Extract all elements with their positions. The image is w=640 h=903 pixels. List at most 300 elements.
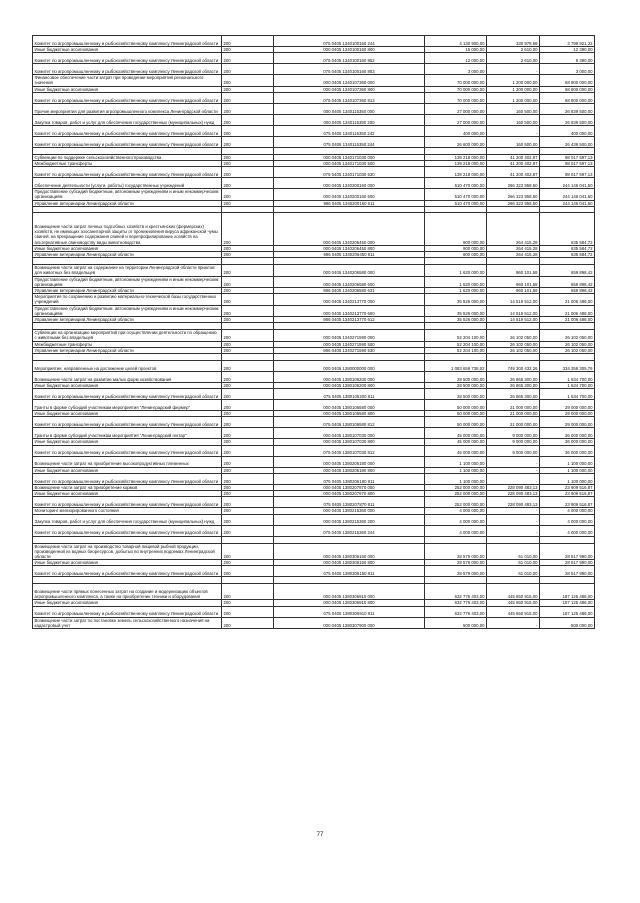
cell-rest: 98 017 597,13 <box>540 161 595 167</box>
table-row <box>33 417 595 428</box>
cell-kvsr: 200 <box>222 383 274 389</box>
cell-fact: - <box>487 125 540 136</box>
cell-rest: 12 390,00 <box>540 47 595 53</box>
cell-plan: 28 500 000,00 <box>425 389 487 400</box>
cell-code: 075 0405 1380306910 811 <box>274 606 425 617</box>
cell-name: Финансовое обеспечение части затрат при проведении мероприятий регионального значения <box>33 75 222 86</box>
cell-kvsr: 200 <box>222 103 274 114</box>
cell-fact: - <box>487 456 540 467</box>
cell-code: 000 0405 1380206180 000 <box>274 456 425 467</box>
cell-name: Субвенции на организацию мероприятий при осуществлении деятельности по обращению с животными без владельцев <box>33 330 222 341</box>
budget-table-sheet <box>32 35 594 629</box>
cell-name: Комитет по агропромышленному и рыбохозяйственному комплексу Ленинградской области <box>33 125 222 136</box>
cell-rest: 334 359 305,76 <box>540 361 595 372</box>
cell-code: 000 0405 1380206180 800 <box>274 467 425 473</box>
cell-code: 000 0405 1340206580 000 <box>274 265 425 276</box>
cell-code: 000 0405 1340206450 000 <box>274 212 425 245</box>
cell-rest: 21 006 488,00 <box>540 294 595 305</box>
cell-name: Межбюджетные трансферты <box>33 161 222 167</box>
cell-code: 986 0405 1340206580 631 <box>274 288 425 294</box>
table-row <box>33 103 595 114</box>
cell-kvsr: 200 <box>222 212 274 245</box>
cell-code: 000 0405 1340171030 000 <box>274 154 425 160</box>
cell-kvsr: 200 <box>222 361 274 372</box>
cell-rest: 187 125 488,00 <box>540 606 595 617</box>
spacer-row <box>33 258 595 265</box>
cell-name: Комитет по агропромышленному и рыбохозяйственному комплексу Ленинградской области <box>33 445 222 456</box>
table-row <box>33 372 595 383</box>
cell-code: 000 0405 1340200160 000 <box>274 178 425 189</box>
cell-code: 000 0405 1380215360 200 <box>274 514 425 525</box>
cell-code: 000 0405 1380307900 000 <box>274 617 425 628</box>
cell-kvsr: 200 <box>222 136 274 147</box>
cell-fact: 749 300 432,26 <box>487 361 540 372</box>
cell-kvsr: 200 <box>222 317 274 323</box>
table-row <box>33 92 595 103</box>
cell-plan: 26 600 000,00 <box>425 136 487 147</box>
cell-name: Иные бюджетные ассигнования <box>33 439 222 445</box>
cell-rest: 68 800 000,00 <box>540 92 595 103</box>
cell-rest: 4 000 000,00 <box>540 525 595 536</box>
cell-code: 075 0405 1340115350 242 <box>274 125 425 136</box>
cell-plan: 12 000,00 <box>425 53 487 64</box>
cell-plan: 28 579 000,00 <box>425 560 487 566</box>
cell-kvsr: 200 <box>222 497 274 508</box>
cell-kvsr: 200 <box>222 411 274 417</box>
table-row <box>33 361 595 372</box>
cell-code: 000 0405 1340107360 000 <box>274 75 425 86</box>
table-row <box>33 265 595 276</box>
cell-kvsr: 200 <box>222 64 274 75</box>
cell-plan: 27 000 000,00 <box>425 103 487 114</box>
cell-fact: 21 000 000,00 <box>487 417 540 428</box>
cell-fact: 26 102 050,00 <box>487 341 540 347</box>
cell-name: Закупка товаров, работ и услуг для обеспечения государственных (муниципальных) нужд <box>33 114 222 125</box>
cell-kvsr: 200 <box>222 276 274 287</box>
cell-plan: 1 100 000,00 <box>425 456 487 467</box>
table-row <box>33 189 595 200</box>
cell-code: 000 0405 1340171030 500 <box>274 161 425 167</box>
cell-kvsr: 200 <box>222 514 274 525</box>
table-row <box>33 167 595 178</box>
cell-plan: 35 526 000,00 <box>425 305 487 316</box>
cell-rest: 26 102 050,00 <box>540 341 595 347</box>
cell-code: 000 0405 1340115350 200 <box>274 114 425 125</box>
cell-fact: 41 200 402,87 <box>487 161 540 167</box>
cell-rest: 4 000 000,00 <box>540 514 595 525</box>
cell-rest: 26 439 500,00 <box>540 136 595 147</box>
table-row <box>33 584 595 600</box>
cell-name: Управление ветеринарии Ленинградской области <box>33 288 222 294</box>
cell-code: 000 0405 1340115350 000 <box>274 103 425 114</box>
cell-plan: 50 000 000,00 <box>425 417 487 428</box>
cell-plan: 28 579 000,00 <box>425 543 487 560</box>
cell-plan: 510 470 000,00 <box>425 200 487 206</box>
cell-fact: - <box>487 64 540 75</box>
cell-kvsr: 200 <box>222 305 274 316</box>
cell-code: 000 0405 1380106580 000 <box>274 400 425 411</box>
cell-plan: 632 776 403,00 <box>425 606 487 617</box>
table-row <box>33 497 595 508</box>
cell-name: Возмещение части затрат на производство товарной пищевой рыбной продукции, произведенной из водных биоресурсов, добытых во внутренних водоемах Ленинградской области <box>33 543 222 560</box>
cell-fact: 26 102 050,00 <box>487 347 540 353</box>
cell-kvsr: 200 <box>222 508 274 514</box>
cell-kvsr: 200 <box>222 36 274 47</box>
cell-plan: 500 000,00 <box>425 617 487 628</box>
cell-rest: 244 146 041,50 <box>540 178 595 189</box>
cell-rest: 28 517 990,00 <box>540 566 595 577</box>
cell-code: 000 0405 1380306150 800 <box>274 560 425 566</box>
cell-code: 000 0405 1340206580 600 <box>274 276 425 287</box>
table-row <box>33 125 595 136</box>
cell-plan: 35 526 000,00 <box>425 294 487 305</box>
cell-name: Гранты в форме субсидий участникам мероприятия "Ленинградский фермер" <box>33 400 222 411</box>
cell-kvsr: 200 <box>222 389 274 400</box>
cell-fact: 266 323 958,50 <box>487 189 540 200</box>
cell-name: Иные бюджетные ассигнования <box>33 245 222 251</box>
cell-code: 000 0405 1380106580 800 <box>274 411 425 417</box>
cell-fact: 264 415,28 <box>487 212 540 245</box>
cell-plan: 510 470 000,00 <box>425 189 487 200</box>
cell-name: Закупка товаров, работ и услуг для обеспечения государственных (муниципальных) нужд <box>33 514 222 525</box>
cell-plan: 1 100 000,00 <box>425 467 487 473</box>
cell-plan: 632 776 403,00 <box>425 600 487 606</box>
cell-rest: 29 000 000,00 <box>540 411 595 417</box>
cell-kvsr: 200 <box>222 473 274 484</box>
cell-name: Иные бюджетные ассигнования <box>33 383 222 389</box>
cell-fact: 61 010,00 <box>487 543 540 560</box>
cell-code: 075 0405 1340100160 853 <box>274 64 425 75</box>
cell-name: Иные бюджетные ассигнования <box>33 47 222 53</box>
cell-kvsr: 200 <box>222 347 274 353</box>
cell-kvsr: 200 <box>222 341 274 347</box>
cell-rest: 1 100 000,00 <box>540 473 595 484</box>
cell-rest: 36 000 000,00 <box>540 445 595 456</box>
cell-fact: 160 500,00 <box>487 136 540 147</box>
cell-code: 075 0405 1380306150 811 <box>274 566 425 577</box>
cell-name: Возмещение части затрат на приобретение высокопродуктивных племенных <box>33 456 222 467</box>
cell-fact: 264 415,28 <box>487 245 540 251</box>
cell-fact: 41 200 402,87 <box>487 154 540 160</box>
cell-name: Предоставление субсидий бюджетным, автономным учреждениям и иным некоммерческим организациям <box>33 189 222 200</box>
cell-rest: 3 000,00 <box>540 64 595 75</box>
cell-code: 075 0405 1340171030 530 <box>274 167 425 178</box>
cell-plan: 252 000 000,00 <box>425 484 487 490</box>
cell-rest: 500 000,00 <box>540 617 595 628</box>
cell-name: Комитет по агропромышленному и рыбохозяйственному комплексу Ленинградской области <box>33 64 222 75</box>
cell-plan: 1 620 000,00 <box>425 265 487 276</box>
cell-name: Управление ветеринарии Ленинградской области <box>33 200 222 206</box>
cell-plan: 45 000 000,00 <box>425 445 487 456</box>
cell-fact: - <box>487 514 540 525</box>
table-row <box>33 389 595 400</box>
cell-code: 000 0405 1340213770 000 <box>274 294 425 305</box>
cell-kvsr: 200 <box>222 600 274 606</box>
cell-rest: 23 909 516,87 <box>540 491 595 497</box>
cell-plan: 139 218 000,00 <box>425 154 487 160</box>
cell-fact: - <box>487 508 540 514</box>
cell-plan: 900 000,00 <box>425 252 487 258</box>
cell-fact: 21 000 000,00 <box>487 411 540 417</box>
cell-kvsr: 200 <box>222 245 274 251</box>
cell-name: Комитет по агропромышленному и рыбохозяйственному комплексу Ленинградской области <box>33 525 222 536</box>
cell-plan: 70 000 000,00 <box>425 86 487 92</box>
cell-plan: 45 000 000,00 <box>425 439 487 445</box>
cell-plan: 70 000 000,00 <box>425 92 487 103</box>
cell-kvsr: 200 <box>222 617 274 628</box>
spacer-row <box>33 323 595 330</box>
cell-fact: 330 978,68 <box>487 36 540 47</box>
cell-fact: 21 000 000,00 <box>487 400 540 411</box>
cell-name: Комитет по агропромышленному и рыбохозяйственному комплексу Ленинградской области <box>33 136 222 147</box>
cell-fact: 61 010,00 <box>487 566 540 577</box>
cell-rest: 1 634 700,00 <box>540 383 595 389</box>
cell-plan: 28 500 000,00 <box>425 372 487 383</box>
cell-fact: 1 200 000,00 <box>487 92 540 103</box>
table-row <box>33 456 595 467</box>
table-row <box>33 212 595 245</box>
cell-fact: 264 415,28 <box>487 252 540 258</box>
cell-name: Комитет по агропромышленному и рыбохозяйственному комплексу Ленинградской области <box>33 36 222 47</box>
cell-kvsr: 200 <box>222 161 274 167</box>
table-row <box>33 330 595 341</box>
cell-kvsr: 200 <box>222 606 274 617</box>
cell-rest: 659 898,42 <box>540 288 595 294</box>
table-row <box>33 294 595 305</box>
cell-name: Комитет по агропромышленному и рыбохозяйственному комплексу Ленинградской области <box>33 389 222 400</box>
cell-rest: 28 517 990,00 <box>540 543 595 560</box>
cell-fact: 266 323 958,50 <box>487 178 540 189</box>
cell-rest: 28 517 990,00 <box>540 560 595 566</box>
cell-fact: 2 610,00 <box>487 53 540 64</box>
cell-fact: 445 650 915,00 <box>487 584 540 600</box>
cell-name: Комитет по агропромышленному и рыбохозяйственному комплексу Ленинградской области <box>33 417 222 428</box>
table-row <box>33 276 595 287</box>
cell-kvsr: 200 <box>222 560 274 566</box>
cell-rest: 1 100 000,00 <box>540 456 595 467</box>
cell-plan: 900 000,00 <box>425 245 487 251</box>
cell-name: Управление ветеринарии Ленинградской области <box>33 317 222 323</box>
cell-plan: 27 000 000,00 <box>425 114 487 125</box>
cell-kvsr: 200 <box>222 47 274 53</box>
cell-kvsr: 200 <box>222 543 274 560</box>
cell-rest: 26 839 500,00 <box>540 103 595 114</box>
cell-name: Комитет по агропромышленному и рыбохозяйственному комплексу Ленинградской области <box>33 606 222 617</box>
cell-code: 000 0405 1340100160 800 <box>274 47 425 53</box>
cell-code: 000 0405 1340271590 500 <box>274 341 425 347</box>
cell-kvsr: 200 <box>222 92 274 103</box>
cell-code: 000 0405 1380215360 000 <box>274 508 425 514</box>
cell-name: Возмещение части прямых понесенных затрат на создание и модернизацию объектов агропромышленного комплекса, а также на приобретение техники и оборудования <box>33 584 222 600</box>
cell-name: Иные бюджетные ассигнования <box>33 467 222 473</box>
cell-kvsr: 200 <box>222 154 274 160</box>
table-row <box>33 75 595 86</box>
cell-plan: 1 620 000,00 <box>425 276 487 287</box>
cell-code: 075 0405 1380207870 811 <box>274 497 425 508</box>
cell-rest: 635 584,72 <box>540 245 595 251</box>
cell-plan: 52 204 100,00 <box>425 330 487 341</box>
cell-kvsr: 200 <box>222 400 274 411</box>
cell-plan: 4 000 000,00 <box>425 525 487 536</box>
cell-name: Комитет по агропромышленному и рыбохозяйственному комплексу Ленинградской области <box>33 497 222 508</box>
cell-plan: 52 204 100,00 <box>425 341 487 347</box>
cell-name: Возмещение части затрат по постановке земель сельскохозяйственного назначения на кадастровый учет <box>33 617 222 628</box>
cell-code: 986 0405 1340213770 612 <box>274 317 425 323</box>
cell-kvsr: 200 <box>222 372 274 383</box>
cell-kvsr: 200 <box>222 189 274 200</box>
cell-plan: 900 000,00 <box>425 212 487 245</box>
cell-fact: 445 650 915,00 <box>487 606 540 617</box>
cell-kvsr: 200 <box>222 114 274 125</box>
table-row <box>33 64 595 75</box>
budget-table <box>32 35 595 629</box>
cell-kvsr: 200 <box>222 445 274 456</box>
cell-fact: 960 101,58 <box>487 288 540 294</box>
cell-rest: 3 799 921,32 <box>540 36 595 47</box>
cell-fact: 41 200 402,87 <box>487 167 540 178</box>
cell-plan: 50 000 000,00 <box>425 411 487 417</box>
table-row <box>33 305 595 316</box>
cell-name: Возмещение части затрат на развитие малых форм хозяйствования <box>33 372 222 383</box>
cell-fact: 26 865 300,00 <box>487 389 540 400</box>
cell-plan: 15 000,00 <box>425 47 487 53</box>
cell-kvsr: 200 <box>222 417 274 428</box>
cell-fact: 1 200 000,00 <box>487 75 540 86</box>
cell-kvsr: 200 <box>222 86 274 92</box>
cell-kvsr: 200 <box>222 200 274 206</box>
cell-rest: 1 634 700,00 <box>540 372 595 383</box>
cell-fact: 1 200 000,00 <box>487 86 540 92</box>
cell-fact: 61 010,00 <box>487 560 540 566</box>
cell-kvsr: 200 <box>222 294 274 305</box>
table-row <box>33 36 595 47</box>
cell-rest: 187 125 488,00 <box>540 584 595 600</box>
cell-rest: 26 102 050,00 <box>540 347 595 353</box>
cell-fact: 445 650 915,00 <box>487 600 540 606</box>
cell-code: 075 0405 1340107360 813 <box>274 92 425 103</box>
cell-plan: 1 620 000,00 <box>425 288 487 294</box>
cell-code: 075 0405 1380215360 244 <box>274 525 425 536</box>
cell-code: 000 0405 1380106200 800 <box>274 383 425 389</box>
cell-plan: 400 000,00 <box>425 125 487 136</box>
cell-name: Предоставление субсидий бюджетным, автономным учреждениям и иным некоммерческим организациям <box>33 305 222 316</box>
cell-rest: 635 584,72 <box>540 212 595 245</box>
cell-rest: 21 006 488,00 <box>540 317 595 323</box>
cell-plan: 4 000 000,00 <box>425 508 487 514</box>
cell-plan: 4 130 900,00 <box>425 36 487 47</box>
spacer-row <box>33 147 595 154</box>
spacer-row <box>33 536 595 543</box>
cell-code: 000 0405 1340200160 600 <box>274 189 425 200</box>
cell-name: Предоставление субсидий бюджетным, автономным учреждениям и иным некоммерческим организациям <box>33 276 222 287</box>
cell-name: Комитет по агропромышленному и рыбохозяйственному комплексу Ленинградской области <box>33 92 222 103</box>
cell-plan: 28 500 000,00 <box>425 383 487 389</box>
cell-fact: - <box>487 473 540 484</box>
cell-name: Комитет по агропромышленному и рыбохозяйственному комплексу Ленинградской области <box>33 53 222 64</box>
cell-code: 000 0405 1380207870 000 <box>274 484 425 490</box>
cell-name: Комитет по агропромышленному и рыбохозяйственному комплексу Ленинградской области <box>33 473 222 484</box>
cell-name: Мониторинг мелиорированного состояния <box>33 508 222 514</box>
cell-rest: 68 800 000,00 <box>540 75 595 86</box>
cell-name: Иные бюджетные ассигнования <box>33 491 222 497</box>
cell-name: Возмещение части затрат на приобретение кормов <box>33 484 222 490</box>
cell-code: 000 0405 1380207870 800 <box>274 491 425 497</box>
cell-plan: 35 526 000,00 <box>425 317 487 323</box>
cell-fact: 228 090 483,13 <box>487 497 540 508</box>
cell-fact: 2 610,00 <box>487 47 540 53</box>
cell-rest: 29 000 000,00 <box>540 400 595 411</box>
cell-code: 000 0405 1380107030 800 <box>274 439 425 445</box>
cell-code: 000 0405 1340206450 800 <box>274 245 425 251</box>
cell-plan: 510 470 000,00 <box>425 178 487 189</box>
cell-fact: 160 500,00 <box>487 114 540 125</box>
cell-kvsr: 200 <box>222 439 274 445</box>
cell-fact: 960 101,58 <box>487 276 540 287</box>
table-row <box>33 617 595 628</box>
cell-name: Гранты в форме субсидий участникам мероприятия "Ленинградский гектар" <box>33 428 222 439</box>
cell-code: 000 0405 1380306150 000 <box>274 543 425 560</box>
cell-fact: 228 090 483,13 <box>487 491 540 497</box>
cell-kvsr: 200 <box>222 566 274 577</box>
cell-name: Мероприятия по сохранению и развитию материально-технической базы государственных учреждений <box>33 294 222 305</box>
cell-name: Иные бюджетные ассигнования <box>33 560 222 566</box>
cell-code: 000 0405 1380107030 000 <box>274 428 425 439</box>
cell-rest: 9 390,00 <box>540 53 595 64</box>
cell-rest: 68 800 000,00 <box>540 86 595 92</box>
table-row <box>33 566 595 577</box>
cell-code: 986 0405 1340206450 811 <box>274 252 425 258</box>
cell-plan: 252 000 000,00 <box>425 491 487 497</box>
table-row <box>33 514 595 525</box>
cell-code: 000 0405 1380306910 800 <box>274 600 425 606</box>
cell-name: Возмещение части затрат личных подсобных хозяйств и крестьянских (фермерских) хозяйств, не имеющих зоосанитарной защиты от проникновения вируса африканской чумы свиней, на прекращение содержания свиней и перепрофилирование хозяйств на альтернативные свиноводству виды животноводства <box>33 212 222 245</box>
table-row <box>33 114 595 125</box>
cell-kvsr: 200 <box>222 456 274 467</box>
cell-fact: 9 000 000,00 <box>487 428 540 439</box>
cell-name: Комитет по агропромышленному и рыбохозяйственному комплексу Ленинградской области <box>33 167 222 178</box>
cell-kvsr: 200 <box>222 252 274 258</box>
cell-name: Управление ветеринарии Ленинградской области <box>33 252 222 258</box>
table-row <box>33 606 595 617</box>
cell-kvsr: 200 <box>222 484 274 490</box>
cell-code: 000 0405 1380306910 000 <box>274 584 425 600</box>
spacer-row <box>33 354 595 361</box>
cell-code: 075 0405 1380206180 811 <box>274 473 425 484</box>
cell-code: 075 0405 1380106200 811 <box>274 389 425 400</box>
cell-rest: 1 100 000,00 <box>540 467 595 473</box>
cell-rest: 4 000 000,00 <box>540 508 595 514</box>
cell-kvsr: 200 <box>222 467 274 473</box>
cell-name: Иные бюджетные ассигнования <box>33 600 222 606</box>
cell-code: 986 0405 1340200160 611 <box>274 200 425 206</box>
table-row <box>33 445 595 456</box>
cell-plan: 252 000 000,00 <box>425 497 487 508</box>
cell-code: 000 0405 1340107360 800 <box>274 86 425 92</box>
cell-rest: 400 000,00 <box>540 125 595 136</box>
cell-plan: 50 000 000,00 <box>425 400 487 411</box>
cell-code: 075 0405 1380107030 812 <box>274 445 425 456</box>
cell-rest: 187 125 488,00 <box>540 600 595 606</box>
cell-fact: 160 500,00 <box>487 103 540 114</box>
cell-fact: - <box>487 617 540 628</box>
cell-rest: 36 000 000,00 <box>540 428 595 439</box>
cell-fact: 9 000 000,00 <box>487 445 540 456</box>
cell-fact: 26 865 300,00 <box>487 372 540 383</box>
cell-plan: 632 776 403,00 <box>425 584 487 600</box>
cell-fact: - <box>487 467 540 473</box>
cell-rest: 26 102 050,00 <box>540 330 595 341</box>
cell-name: Обеспечение деятельности (услуги, работы) государственных учреждений <box>33 178 222 189</box>
